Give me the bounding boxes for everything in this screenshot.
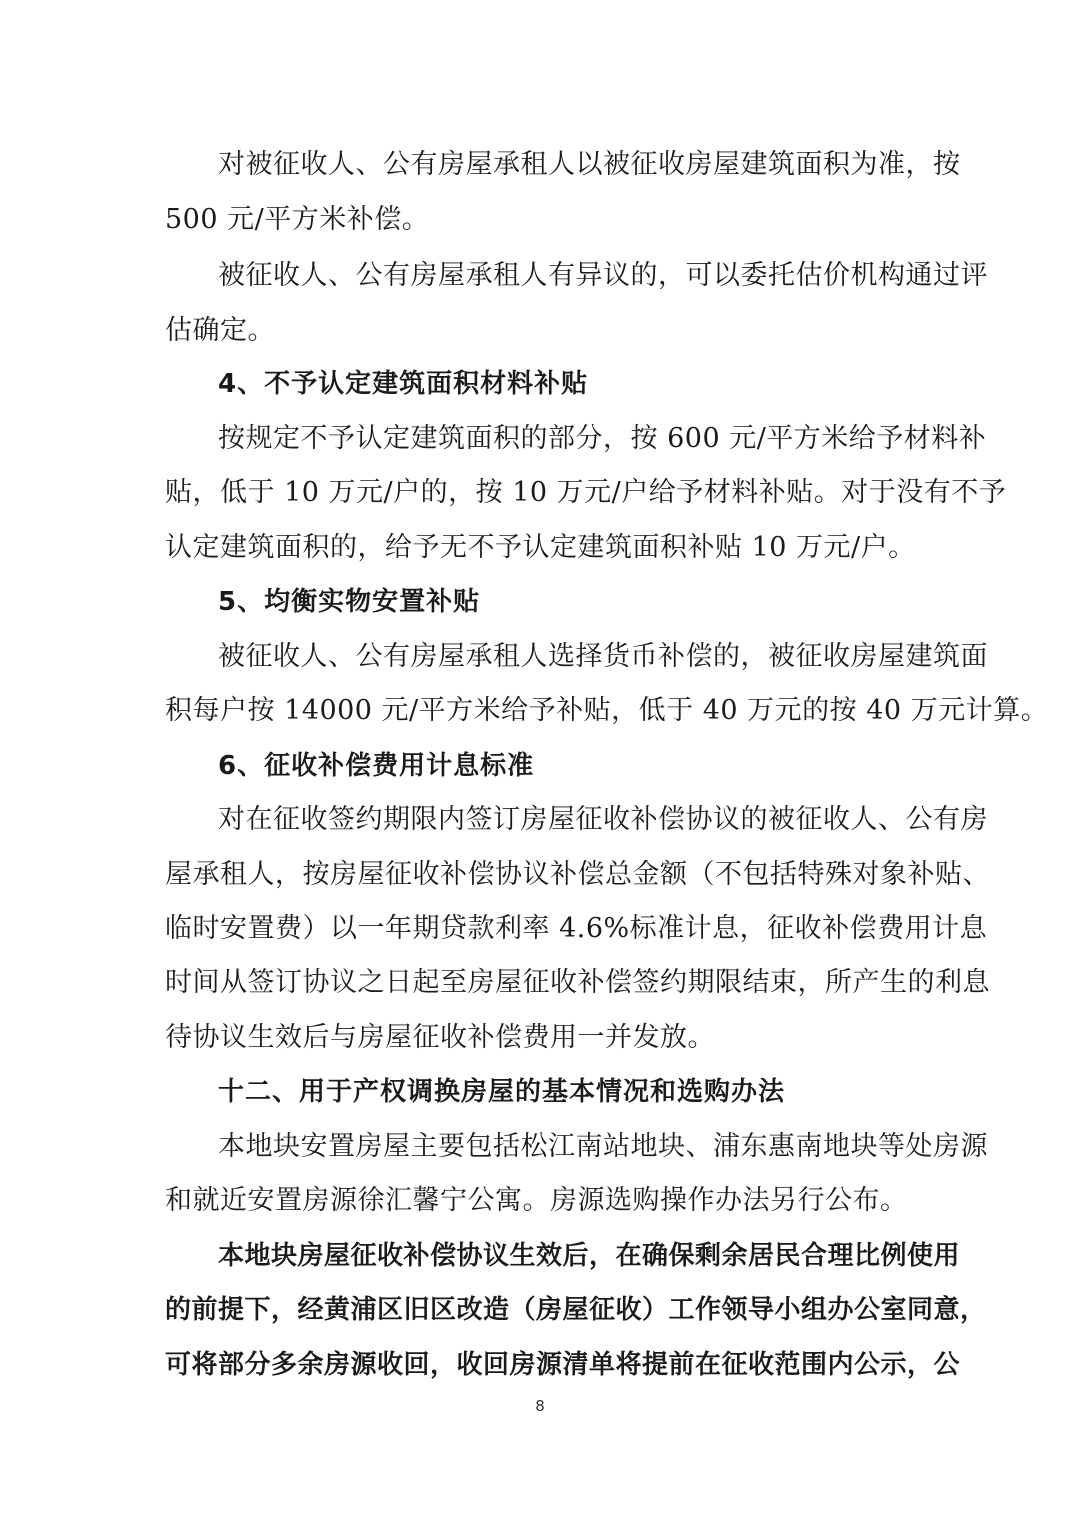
body-line: 对在征收签约期限内签订房屋征收补偿协议的被征收人、公有房 xyxy=(218,804,988,835)
section-heading: 十二、用于产权调换房屋的基本情况和选购办法 xyxy=(218,1077,786,1107)
bold-line: 本地块房屋征收补偿协议生效后，在确保剩余居民合理比例使用 xyxy=(218,1241,961,1271)
body-line: 待协议生效后与房屋征收补偿费用一并发放。 xyxy=(165,1022,715,1053)
body-line: 积每户按 14000 元/平方米给予补贴，低于 40 万元的按 40 万元计算。 xyxy=(165,695,1049,726)
section-heading: 4、不予认定建筑面积材料补贴 xyxy=(218,369,589,399)
body-line: 时间从签订协议之日起至房屋征收补偿签约期限结束，所产生的利息 xyxy=(165,967,990,998)
page-number: 8 xyxy=(535,1397,545,1415)
body-line: 贴，低于 10 万元/户的，按 10 万元/户给予材料补贴。对于没有不予 xyxy=(165,477,1007,508)
body-line: 对被征收人、公有房屋承租人以被征收房屋建筑面积为准，按 xyxy=(218,149,961,180)
bold-line: 的前提下，经黄浦区旧区改造（房屋征收）工作领导小组办公室同意， xyxy=(165,1295,987,1325)
body-line: 本地块安置房屋主要包括松江南站地块、浦东惠南地块等处房源 xyxy=(218,1131,988,1162)
body-line: 按规定不予认定建筑面积的部分，按 600 元/平方米给予材料补 xyxy=(218,423,987,454)
body-line: 和就近安置房源徐汇馨宁公寓。房源选购操作办法另行公布。 xyxy=(165,1185,908,1216)
body-line: 500 元/平方米补偿。 xyxy=(165,204,430,235)
body-line: 屋承租人，按房屋征收补偿协议补偿总金额（不包括特殊对象补贴、 xyxy=(165,859,990,890)
body-line: 认定建筑面积的，给予无不予认定建筑面积补贴 10 万元/户。 xyxy=(165,532,916,563)
section-heading: 6、征收补偿费用计息标准 xyxy=(218,751,535,781)
body-line: 临时安置费）以一年期贷款利率 4.6%标准计息，征收补偿费用计息 xyxy=(165,913,988,944)
body-line: 被征收人、公有房屋承租人选择货币补偿的，被征收房屋建筑面 xyxy=(218,641,988,672)
bold-line: 可将部分多余房源收回，收回房源清单将提前在征收范围内公示，公 xyxy=(165,1350,961,1380)
section-heading: 5、均衡实物安置补贴 xyxy=(218,587,481,617)
body-line: 被征收人、公有房屋承租人有异议的，可以委托估价机构通过评 xyxy=(218,260,988,291)
body-line: 估确定。 xyxy=(165,315,275,346)
